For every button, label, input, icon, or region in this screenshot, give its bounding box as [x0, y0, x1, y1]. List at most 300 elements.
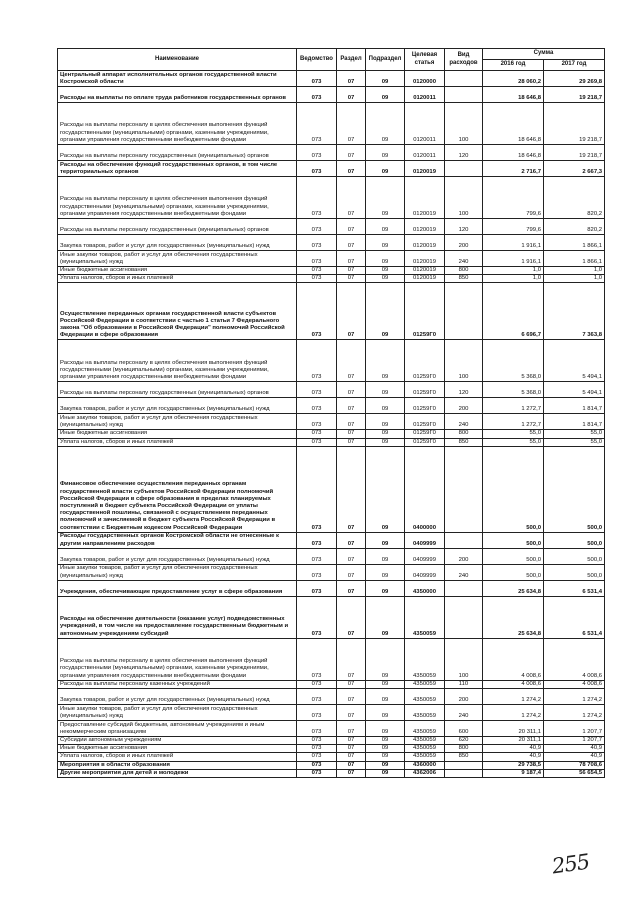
table-row	[58, 87, 605, 103]
row-vid: 620	[445, 737, 483, 745]
row-name: Мероприятия в области образования	[58, 761, 297, 769]
budget-table	[57, 48, 605, 778]
row-name: Центральный аппарат исполнительных органов государственной власти Костромской области	[58, 71, 297, 87]
row-sum-2017: 5 494,1	[544, 340, 605, 382]
row-sum-2016: 29 738,5	[483, 761, 544, 769]
row-target-code: 4350059	[405, 745, 445, 753]
row-target-code: 4362006	[405, 769, 445, 777]
row-vid: 240	[445, 251, 483, 267]
row-podrazdel: 09	[366, 283, 405, 340]
row-sum-2016: 500,0	[483, 548, 544, 564]
row-podrazdel: 09	[366, 532, 405, 548]
row-name: Иные бюджетные ассигнования	[58, 745, 297, 753]
row-sum-2017: 29 269,8	[544, 71, 605, 87]
row-sum-2016: 500,0	[483, 446, 544, 532]
row-sum-2016: 5 368,0	[483, 340, 544, 382]
row-vedomstvo: 073	[297, 251, 337, 267]
row-name: Расходы на выплаты персоналу казенных учреждений	[58, 680, 297, 688]
row-vid	[445, 71, 483, 87]
row-vedomstvo: 073	[297, 414, 337, 430]
row-name: Расходы на обеспечение деятельности (оказание услуг) подведомственных учреждений, в том числе на предоставление государственным бюджетным и автономным учреждениям субсидий	[58, 596, 297, 638]
row-podrazdel: 09	[366, 71, 405, 87]
row-podrazdel: 09	[366, 721, 405, 737]
row-sum-2017: 500,0	[544, 548, 605, 564]
row-vid: 240	[445, 414, 483, 430]
row-vedomstvo: 073	[297, 177, 337, 219]
table-row	[58, 580, 605, 596]
row-target-code: 0120019	[405, 251, 445, 267]
row-razdel: 07	[337, 71, 366, 87]
table-row	[58, 340, 605, 382]
row-vid	[445, 87, 483, 103]
row-podrazdel: 09	[366, 414, 405, 430]
row-vid: 800	[445, 745, 483, 753]
row-target-code: 0120019	[405, 267, 445, 275]
row-sum-2017: 1,0	[544, 267, 605, 275]
row-vedomstvo: 073	[297, 235, 337, 251]
row-vid: 100	[445, 340, 483, 382]
row-vid: 100	[445, 177, 483, 219]
row-razdel: 07	[337, 275, 366, 283]
row-name: Закупка товаров, работ и услуг для государственных (муниципальных) нужд	[58, 548, 297, 564]
row-target-code: 0120019	[405, 235, 445, 251]
row-podrazdel: 09	[366, 548, 405, 564]
row-podrazdel: 09	[366, 275, 405, 283]
row-vid: 120	[445, 145, 483, 161]
row-name: Расходы на выплаты персоналу в целях обеспечения выполнения функций государственными (муниципальными) органами, казенными учреждениями, органами управления государственными внебюджетными фондами	[58, 103, 297, 145]
row-vedomstvo: 073	[297, 769, 337, 777]
row-razdel: 07	[337, 340, 366, 382]
row-sum-2016: 5 368,0	[483, 382, 544, 398]
row-sum-2017: 1 274,2	[544, 705, 605, 721]
row-name: Иные закупки товаров, работ и услуг для обеспечения государственных (муниципальных) нужд	[58, 705, 297, 721]
row-podrazdel: 09	[366, 446, 405, 532]
row-sum-2017: 78 708,6	[544, 761, 605, 769]
row-razdel: 07	[337, 398, 366, 414]
row-sum-2017: 55,0	[544, 430, 605, 438]
table-row	[58, 283, 605, 340]
row-sum-2016: 40,9	[483, 753, 544, 761]
row-vid: 120	[445, 382, 483, 398]
row-target-code: 0120011	[405, 145, 445, 161]
row-podrazdel: 09	[366, 340, 405, 382]
row-sum-2016: 1 274,2	[483, 689, 544, 705]
row-name: Другие мероприятия для детей и молодежи	[58, 769, 297, 777]
row-vedomstvo: 073	[297, 283, 337, 340]
table-row	[58, 737, 605, 745]
header-razdel: Раздел	[337, 49, 366, 71]
row-target-code: 0120019	[405, 275, 445, 283]
row-sum-2016: 6 696,7	[483, 283, 544, 340]
row-podrazdel: 09	[366, 235, 405, 251]
row-sum-2016: 25 634,8	[483, 580, 544, 596]
row-vedomstvo: 073	[297, 430, 337, 438]
header-year-2016: 2016 год	[483, 60, 544, 71]
row-sum-2017: 19 218,7	[544, 103, 605, 145]
table-row	[58, 398, 605, 414]
row-sum-2016: 500,0	[483, 532, 544, 548]
row-vedomstvo: 073	[297, 705, 337, 721]
row-vedomstvo: 073	[297, 548, 337, 564]
table-row	[58, 103, 605, 145]
row-razdel: 07	[337, 446, 366, 532]
row-razdel: 07	[337, 532, 366, 548]
row-podrazdel: 09	[366, 430, 405, 438]
header-name: Наименование	[58, 49, 297, 71]
row-vid: 850	[445, 438, 483, 446]
row-name: Закупка товаров, работ и услуг для государственных (муниципальных) нужд	[58, 235, 297, 251]
row-sum-2016: 40,9	[483, 745, 544, 753]
row-sum-2017: 1 866,1	[544, 251, 605, 267]
row-sum-2017: 1 207,7	[544, 737, 605, 745]
row-podrazdel: 09	[366, 753, 405, 761]
row-target-code: 4350059	[405, 705, 445, 721]
row-name: Осуществление переданных органам государственной власти субъектов Российской Федерации в соответствии с частью 1 статьи 7 Федерального закона "Об образовании в Российской Федерации" полномочий Российской Федерации в сфере образования	[58, 283, 297, 340]
row-target-code: 0120019	[405, 161, 445, 177]
table-row	[58, 596, 605, 638]
row-vedomstvo: 073	[297, 267, 337, 275]
row-sum-2017: 1 274,2	[544, 689, 605, 705]
row-podrazdel: 09	[366, 580, 405, 596]
row-target-code: 4350059	[405, 638, 445, 680]
row-razdel: 07	[337, 721, 366, 737]
row-sum-2017: 56 654,5	[544, 769, 605, 777]
row-vedomstvo: 073	[297, 145, 337, 161]
row-sum-2017: 40,9	[544, 745, 605, 753]
row-sum-2017: 4 008,6	[544, 638, 605, 680]
row-vedomstvo: 073	[297, 275, 337, 283]
row-vid: 110	[445, 680, 483, 688]
row-podrazdel: 09	[366, 382, 405, 398]
row-podrazdel: 09	[366, 705, 405, 721]
row-sum-2016: 9 187,4	[483, 769, 544, 777]
row-podrazdel: 09	[366, 769, 405, 777]
row-name: Иные бюджетные ассигнования	[58, 430, 297, 438]
header-year-2017: 2017 год	[544, 60, 605, 71]
row-name: Расходы на выплаты персоналу государственных (муниципальных) органов	[58, 145, 297, 161]
row-vedomstvo: 073	[297, 71, 337, 87]
row-razdel: 07	[337, 548, 366, 564]
row-podrazdel: 09	[366, 761, 405, 769]
row-vedomstvo: 073	[297, 446, 337, 532]
table-row	[58, 219, 605, 235]
row-sum-2016: 4 008,6	[483, 680, 544, 688]
table-row	[58, 71, 605, 87]
row-vedomstvo: 073	[297, 596, 337, 638]
row-razdel: 07	[337, 564, 366, 580]
row-razdel: 07	[337, 430, 366, 438]
row-vid	[445, 596, 483, 638]
row-name: Иные бюджетные ассигнования	[58, 267, 297, 275]
row-razdel: 07	[337, 161, 366, 177]
row-name: Расходы на выплаты по оплате труда работников государственных органов	[58, 87, 297, 103]
row-name: Расходы на выплаты персоналу государственных (муниципальных) органов	[58, 382, 297, 398]
table-row	[58, 438, 605, 446]
row-sum-2016: 4 008,6	[483, 638, 544, 680]
row-razdel: 07	[337, 680, 366, 688]
row-name: Иные закупки товаров, работ и услуг для обеспечения государственных (муниципальных) нужд	[58, 564, 297, 580]
row-name: Субсидии автономным учреждениям	[58, 737, 297, 745]
table-row	[58, 532, 605, 548]
row-vedomstvo: 073	[297, 753, 337, 761]
row-vid: 850	[445, 753, 483, 761]
row-podrazdel: 09	[366, 177, 405, 219]
row-target-code: 01259Г0	[405, 382, 445, 398]
header-summa: Сумма	[483, 49, 605, 60]
table-row	[58, 235, 605, 251]
row-vid: 200	[445, 548, 483, 564]
row-razdel: 07	[337, 87, 366, 103]
table-row	[58, 251, 605, 267]
row-sum-2016: 1,0	[483, 267, 544, 275]
row-podrazdel: 09	[366, 145, 405, 161]
row-sum-2016: 1 272,7	[483, 414, 544, 430]
table-row	[58, 761, 605, 769]
row-name: Расходы государственных органов Костромской области не отнесенные к другим направлениям расходов	[58, 532, 297, 548]
row-sum-2016: 18 646,8	[483, 87, 544, 103]
row-sum-2016: 799,6	[483, 177, 544, 219]
row-name: Уплата налогов, сборов и иных платежей	[58, 275, 297, 283]
row-sum-2016: 500,0	[483, 564, 544, 580]
row-podrazdel: 09	[366, 219, 405, 235]
row-vid	[445, 283, 483, 340]
row-razdel: 07	[337, 145, 366, 161]
row-razdel: 07	[337, 745, 366, 753]
row-razdel: 07	[337, 705, 366, 721]
row-target-code: 01259Г0	[405, 398, 445, 414]
row-vid: 100	[445, 103, 483, 145]
row-vedomstvo: 073	[297, 438, 337, 446]
row-razdel: 07	[337, 769, 366, 777]
row-podrazdel: 09	[366, 87, 405, 103]
row-razdel: 07	[337, 737, 366, 745]
row-name: Закупка товаров, работ и услуг для государственных (муниципальных) нужд	[58, 689, 297, 705]
row-target-code: 01259Г0	[405, 414, 445, 430]
row-sum-2016: 18 646,8	[483, 145, 544, 161]
row-sum-2016: 20 311,1	[483, 737, 544, 745]
row-name: Расходы на выплаты персоналу в целях обеспечения выполнения функций государственными (муниципальными) органами, казенными учреждениями, органами управления государственными внебюджетными фондами	[58, 638, 297, 680]
row-vedomstvo: 073	[297, 737, 337, 745]
row-vid	[445, 580, 483, 596]
row-target-code: 01259Г0	[405, 340, 445, 382]
row-vedomstvo: 073	[297, 382, 337, 398]
row-name: Закупка товаров, работ и услуг для государственных (муниципальных) нужд	[58, 398, 297, 414]
row-sum-2016: 1 272,7	[483, 398, 544, 414]
row-razdel: 07	[337, 596, 366, 638]
row-target-code: 0120019	[405, 219, 445, 235]
row-podrazdel: 09	[366, 564, 405, 580]
row-sum-2016: 28 060,2	[483, 71, 544, 87]
table-row	[58, 753, 605, 761]
row-vid: 850	[445, 275, 483, 283]
row-sum-2017: 1 814,7	[544, 398, 605, 414]
table-row	[58, 705, 605, 721]
row-sum-2016: 1 274,2	[483, 705, 544, 721]
row-name: Иные закупки товаров, работ и услуг для обеспечения государственных (муниципальных) нужд	[58, 251, 297, 267]
row-vedomstvo: 073	[297, 219, 337, 235]
row-vedomstvo: 073	[297, 721, 337, 737]
row-vedomstvo: 073	[297, 103, 337, 145]
row-razdel: 07	[337, 580, 366, 596]
table-row	[58, 638, 605, 680]
row-sum-2017: 6 531,4	[544, 596, 605, 638]
row-podrazdel: 09	[366, 438, 405, 446]
row-podrazdel: 09	[366, 745, 405, 753]
row-razdel: 07	[337, 753, 366, 761]
row-sum-2016: 1 916,1	[483, 251, 544, 267]
row-name: Учреждения, обеспечивающие предоставление услуг в сфере образования	[58, 580, 297, 596]
row-target-code: 0409999	[405, 532, 445, 548]
row-razdel: 07	[337, 638, 366, 680]
table-row	[58, 446, 605, 532]
header-vid: Вид расходов	[445, 49, 483, 71]
row-sum-2017: 500,0	[544, 532, 605, 548]
row-name: Предоставление субсидий бюджетным, автономным учреждениям и иным некоммерческим организациям	[58, 721, 297, 737]
row-vid: 100	[445, 638, 483, 680]
row-vid: 240	[445, 705, 483, 721]
row-vedomstvo: 073	[297, 340, 337, 382]
row-razdel: 07	[337, 438, 366, 446]
row-razdel: 07	[337, 235, 366, 251]
table-body	[58, 71, 605, 778]
table-row	[58, 721, 605, 737]
row-podrazdel: 09	[366, 638, 405, 680]
row-sum-2017: 7 363,8	[544, 283, 605, 340]
row-razdel: 07	[337, 761, 366, 769]
row-sum-2017: 40,9	[544, 753, 605, 761]
row-podrazdel: 09	[366, 103, 405, 145]
row-vid: 240	[445, 564, 483, 580]
row-podrazdel: 09	[366, 251, 405, 267]
row-sum-2016: 1 916,1	[483, 235, 544, 251]
row-sum-2016: 1,0	[483, 275, 544, 283]
row-name: Расходы на выплаты персоналу в целях обеспечения выполнения функций государственными (муниципальными) органами, казенными учреждениями, органами управления государственными внебюджетными фондами	[58, 340, 297, 382]
row-vedomstvo: 073	[297, 161, 337, 177]
header-podrazdel: Подраздел	[366, 49, 405, 71]
row-target-code: 4350059	[405, 753, 445, 761]
row-sum-2016: 25 634,8	[483, 596, 544, 638]
row-razdel: 07	[337, 219, 366, 235]
row-target-code: 0120019	[405, 177, 445, 219]
row-sum-2017: 2 667,3	[544, 161, 605, 177]
row-target-code: 4350000	[405, 580, 445, 596]
row-sum-2017: 1 866,1	[544, 235, 605, 251]
row-sum-2017: 1,0	[544, 275, 605, 283]
table-row	[58, 548, 605, 564]
row-vid: 200	[445, 235, 483, 251]
row-razdel: 07	[337, 414, 366, 430]
row-podrazdel: 09	[366, 596, 405, 638]
table-row	[58, 414, 605, 430]
table-row	[58, 267, 605, 275]
row-target-code: 0409999	[405, 548, 445, 564]
row-vid	[445, 161, 483, 177]
row-vid	[445, 446, 483, 532]
table-row	[58, 769, 605, 777]
row-sum-2017: 820,2	[544, 177, 605, 219]
row-vedomstvo: 073	[297, 680, 337, 688]
table-row	[58, 145, 605, 161]
row-podrazdel: 09	[366, 737, 405, 745]
table-row	[58, 382, 605, 398]
row-sum-2016: 2 716,7	[483, 161, 544, 177]
row-razdel: 07	[337, 382, 366, 398]
table-row	[58, 430, 605, 438]
row-sum-2017: 6 531,4	[544, 580, 605, 596]
row-target-code: 01259Г0	[405, 438, 445, 446]
row-vid: 800	[445, 430, 483, 438]
row-sum-2017: 19 218,7	[544, 145, 605, 161]
row-razdel: 07	[337, 283, 366, 340]
row-razdel: 07	[337, 177, 366, 219]
table-row	[58, 689, 605, 705]
row-sum-2017: 1 207,7	[544, 721, 605, 737]
table-row	[58, 564, 605, 580]
row-target-code: 01259Г0	[405, 430, 445, 438]
row-name: Иные закупки товаров, работ и услуг для обеспечения государственных (муниципальных) нужд	[58, 414, 297, 430]
row-sum-2017: 820,2	[544, 219, 605, 235]
row-vedomstvo: 073	[297, 689, 337, 705]
row-sum-2016: 18 646,8	[483, 103, 544, 145]
row-target-code: 01259Г0	[405, 283, 445, 340]
row-target-code: 0120011	[405, 87, 445, 103]
row-vid: 200	[445, 689, 483, 705]
header-target: Целевая статья	[405, 49, 445, 71]
row-sum-2017: 5 494,1	[544, 382, 605, 398]
row-sum-2017: 19 218,7	[544, 87, 605, 103]
row-sum-2017: 1 814,7	[544, 414, 605, 430]
row-target-code: 4350059	[405, 737, 445, 745]
row-sum-2016: 55,0	[483, 438, 544, 446]
row-razdel: 07	[337, 103, 366, 145]
row-vid: 120	[445, 219, 483, 235]
row-sum-2017: 500,0	[544, 446, 605, 532]
row-name: Расходы на обеспечение функций государственных органов, в том числе территориальных органов	[58, 161, 297, 177]
row-target-code: 4350059	[405, 721, 445, 737]
row-target-code: 4350059	[405, 689, 445, 705]
row-vedomstvo: 073	[297, 87, 337, 103]
row-name: Финансовое обеспечение осуществления переданных органам государственной власти субъектов Российской Федерации полномочий Российской Федерации в сфере образования в пределах планируемых поступлений в бюджет субъекта Российской Федерации от уплаты государственной пошлины, связанной с осуществлением переданных полномочий и зачисляемой в бюджет субъекта Российской Федерации в соответствии с Бюджетным кодексом Российской Федерации	[58, 446, 297, 532]
table-row	[58, 161, 605, 177]
row-podrazdel: 09	[366, 680, 405, 688]
header-vedomstvo: Ведомство	[297, 49, 337, 71]
row-vedomstvo: 073	[297, 638, 337, 680]
row-razdel: 07	[337, 689, 366, 705]
row-razdel: 07	[337, 251, 366, 267]
row-target-code: 0120011	[405, 103, 445, 145]
row-vedomstvo: 073	[297, 761, 337, 769]
row-name: Расходы на выплаты персоналу государственных (муниципальных) органов	[58, 219, 297, 235]
row-podrazdel: 09	[366, 398, 405, 414]
row-vedomstvo: 073	[297, 564, 337, 580]
table-row	[58, 177, 605, 219]
row-vedomstvo: 073	[297, 532, 337, 548]
row-vedomstvo: 073	[297, 745, 337, 753]
row-vedomstvo: 073	[297, 398, 337, 414]
row-target-code: 4350059	[405, 596, 445, 638]
row-sum-2016: 55,0	[483, 430, 544, 438]
row-vid	[445, 761, 483, 769]
row-vid: 600	[445, 721, 483, 737]
row-podrazdel: 09	[366, 161, 405, 177]
row-vid	[445, 769, 483, 777]
row-sum-2017: 4 008,6	[544, 680, 605, 688]
row-podrazdel: 09	[366, 267, 405, 275]
row-target-code: 4360000	[405, 761, 445, 769]
row-target-code: 0409999	[405, 564, 445, 580]
row-vedomstvo: 073	[297, 580, 337, 596]
row-target-code: 4350059	[405, 680, 445, 688]
